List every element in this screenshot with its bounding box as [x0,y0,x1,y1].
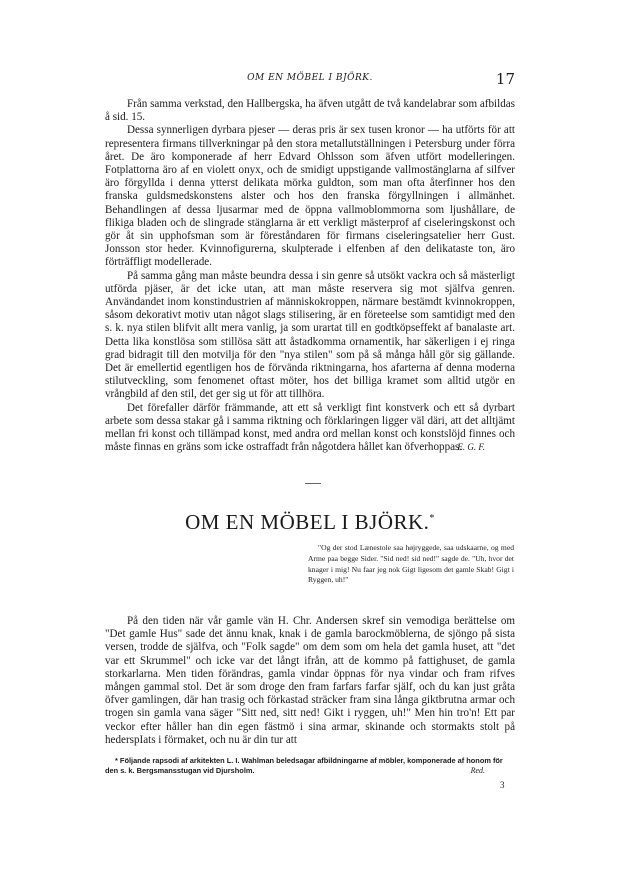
footnote-signature: Red. [470,766,485,775]
top-article-body [105,98,515,455]
section-divider [305,483,321,484]
epigraph [308,543,514,586]
paragraph: På den tiden när vår gamle vän H. Chr. Andersen skref sin vemodiga berättelse om "Det gamle Hus" sade det ännu knak, knak i de gamla barockmöblerna, de sjöngo på sista versen, trodde de själfva, och "Folk sagde" om dem som om hela det gamla huset, att "det var ett Skrummel" och icke var det långt ifrån, att de kommo på fattighuset, de gamla storkarlarna. Men tiden förändras, gamla vindar öppnas för nya vindar och fram rifves mången gammal stol. Det är som droge den fram farfars farfar själf, och du kan just gråta öfver gamlingen, där han trasig och förkastad sträcker fram sina långa giktbrutna armar och trogen sin gamla vana säger "Sitt ned, sitt ned! Gikt i ryggen, uh!" Men hin tro'n! Ett par veckor efter håller han din egen fästmö i sina armar, skinande och stormakts stolt på hederspIats i förmaket, och nu är din tur att [105,615,515,746]
article-title-text: OM EN MÖBEL I BJÖRK. [185,510,430,534]
epigraph-text: "Og der stod Lænestole saa højryggede, saa udskaarne, og med Arme paa begge Sider. "Sid ned! sid ned!" sagde de. "Uh, hvor det knager i mig! Nu faar jeg nok Gigt ligesom det gamle Skab! Gigt i Ryggen, uh!" [308,543,514,585]
footnote-text: * Följande rapsodi af arkitekten L. I. Wahlman beledsagar afbildningarne af möbler, komponerade af honom för den s. k. Bergsmansstugan vid Djursholm. [105,756,503,775]
paragraph: På samma gång man måste beundra dessa i sin genre så utsökt vackra och så mästerligt utförda pjäser, är det icke utan, att man måste reservera sig mot själfva genren. Användandet inom konstindustrien af människokroppen, närmare bestämdt kvinnokroppen, såsom dekorativt motiv utan något slags stilisering, är en företeelse som samtidigt med den s. k. nya stilen blifvit allt mera vanlig, ja som urartat till en godtköpseffekt af banalaste art. Detta lika konstlösa som stillösa sätt att åstadkomma ornamentik, har säkerligen i ej ringa grad bidragit till den motvilja för den "nya stilen" som på så många håll gör sig gällande. Det är emellertid egentligen hos de förvända riktningarna, hos afarterna af denna moderna stilutveckling, som fenomenet oftast möter, hos det billiga kramet som alltid utgör en vrångbild af den stil, det ger sig ut för att tillhöra. [105,269,515,401]
article-title [105,510,515,535]
footnote [105,756,515,776]
running-head [105,70,515,86]
running-head-title: OM EN MÖBEL I BJÖRK. [247,73,373,83]
author-signature: E. G. F. [457,442,485,453]
folio: 3 [500,780,505,790]
paragraph: Från samma verkstad, den Hallbergska, ha äfven utgått de två kandelabrar som afbildas å sid. 15. [105,98,515,124]
page-number: 17 [495,70,515,88]
paragraph: Dessa synnerligen dyrbara pjeser — deras pris är sex tusen kronor — ha utförts för att representera firmans tillverkningar på den stora metallutställningen i Petersburg under förra året. De äro komponerade af herr Edvard Ohlsson som äfven utfört modelleringen. Fotplattorna äro af en violett onyx, och de smidigt uppstigande vallmostänglarna af silfver äro förgyllda i denna ytterst delikata mörka guldton, som man ofta återfinner hos den franska guldsmedskonstens alster och hos den franska förgyllningen i allmänhet. Behandlingen af dessa ljusarmar med de öppna vallmoblommorna som ljushållare, de flikiga bladen och de slingrade stänglarna är ett verkligt mästerprof af ciseleringskonst och gör åt sin upphofsman som är föreståndaren för firmans ciseleringsatelier herr Gust. Jonsson stor heder. Kvinnofigurerna, skulpterade i elfenben af den delikataste ton, äro förträffligt modellerade. [105,124,515,269]
article-body [105,615,515,747]
paragraph: Det förefaller därför främmande, att ett så verkligt fint konstverk och ett så dyrbart arbete som dessa stakar gå i samma riktning och förklaringen ligger väl däri, att det alltjämt mellan fri konst och tillämpad konst, med andra ord mellan konst och konstslöjd finnes och måste finnas en gräns som icke ostraffadt från någotdera hållet kan öfverhoppas. [105,401,515,454]
footnote-marker: * [429,513,435,524]
